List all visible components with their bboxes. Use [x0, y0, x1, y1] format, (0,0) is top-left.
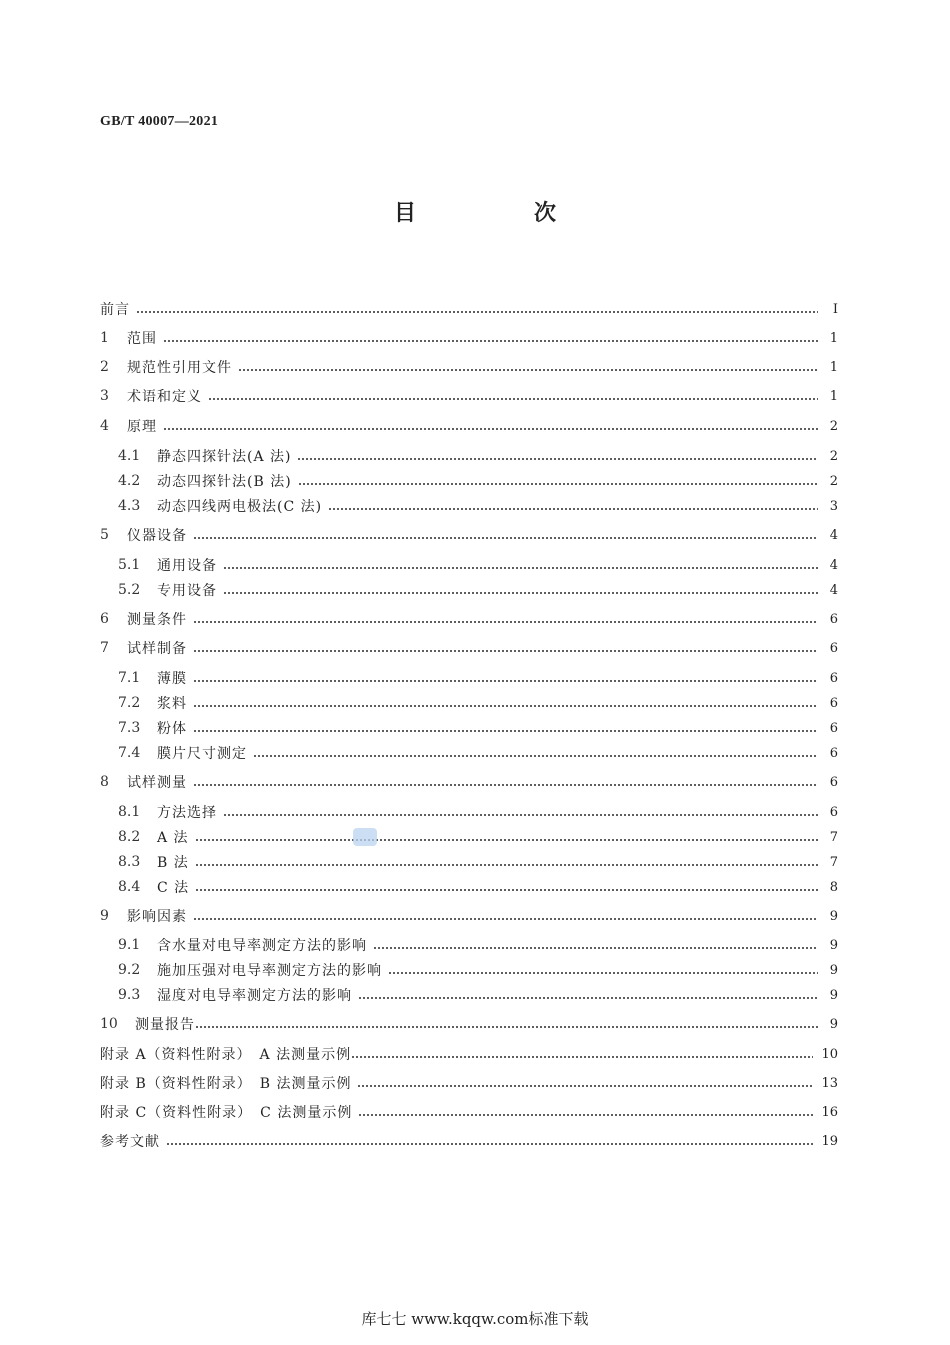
toc-item-number: 7.3	[118, 720, 141, 736]
dot-leader	[351, 1056, 813, 1058]
toc-item-page: 13	[821, 1075, 838, 1091]
toc-item-page: 9	[829, 908, 838, 924]
toc-item-number: 8	[100, 774, 109, 790]
toc-item-7-4[interactable]	[118, 741, 838, 765]
dot-leader	[223, 567, 818, 569]
toc-item-label: A 法	[157, 830, 189, 846]
toc-item-label: 试样测量	[127, 775, 187, 791]
toc-item-page: 6	[829, 745, 838, 761]
toc-item-number: 8.1	[118, 804, 141, 820]
toc-item-page: 8	[829, 879, 838, 895]
toc-item-label: 范围	[127, 331, 157, 347]
toc-item-number: 7	[100, 640, 109, 656]
toc-item-page: 19	[821, 1133, 838, 1149]
toc-item-bibliography[interactable]	[100, 1129, 838, 1153]
watermark-mark	[353, 828, 377, 846]
page-footer: 库七七 www.kqqw.com标准下载	[361, 1310, 589, 1328]
toc-item-page: 10	[821, 1046, 838, 1062]
toc-item-annex-c[interactable]	[100, 1100, 838, 1124]
toc-item-equipment[interactable]	[100, 523, 838, 547]
page-title: 目 次	[393, 201, 604, 226]
dot-leader	[357, 1085, 813, 1087]
toc-item-number: 9.2	[118, 962, 141, 978]
toc-item-7-1[interactable]	[118, 666, 838, 690]
toc-item-label: 附录 C（资料性附录） C 法测量示例	[100, 1105, 353, 1121]
toc-item-page: 4	[829, 557, 838, 573]
toc-item-principle[interactable]	[100, 414, 838, 438]
toc-item-label: C 法	[157, 880, 190, 896]
toc-item-9-1[interactable]	[118, 933, 838, 957]
toc-item-page: 9	[829, 962, 838, 978]
toc-item-page: 4	[829, 527, 838, 543]
dot-leader	[163, 340, 818, 342]
toc-item-label: 专用设备	[157, 583, 217, 599]
dot-leader	[298, 483, 818, 485]
toc-item-number: 10	[100, 1016, 118, 1032]
toc-item-page: 1	[829, 359, 838, 375]
toc-item-label: 含水量对电导率测定方法的影响	[157, 938, 367, 954]
toc-item-page: 6	[829, 670, 838, 686]
toc-item-label: B 法	[157, 855, 189, 871]
toc-item-number: 4.2	[118, 473, 141, 489]
dot-leader	[223, 592, 818, 594]
dot-leader	[358, 1114, 813, 1116]
toc-item-page: 2	[829, 418, 838, 434]
toc-item-8-1[interactable]	[118, 800, 838, 824]
standard-number: GB/T 40007—2021	[100, 114, 219, 129]
toc-item-number: 9.3	[118, 987, 141, 1003]
dot-leader	[358, 997, 818, 999]
toc-item-label: 动态四线两电极法(C 法)	[157, 499, 323, 515]
toc-item-page: 6	[829, 695, 838, 711]
toc-item-page: 6	[829, 640, 838, 656]
toc-item-page: Ⅰ	[832, 301, 838, 317]
dot-leader	[166, 1143, 813, 1145]
toc-item-page: 6	[829, 720, 838, 736]
toc-item-number: 1	[100, 330, 109, 346]
dot-leader	[136, 311, 818, 313]
dot-leader	[195, 864, 818, 866]
dot-leader	[195, 839, 818, 841]
dot-leader	[163, 428, 818, 430]
toc-item-number: 3	[100, 388, 109, 404]
toc-item-terms[interactable]	[100, 384, 838, 408]
toc-item-foreword[interactable]	[100, 297, 838, 321]
toc-item-number: 9.1	[118, 937, 141, 953]
toc-item-5-1[interactable]	[118, 553, 838, 577]
toc-item-number: 8.3	[118, 854, 141, 870]
toc-item-label: 浆料	[157, 696, 187, 712]
toc-item-page: 16	[821, 1104, 838, 1120]
toc-item-page: 3	[829, 498, 838, 514]
dot-leader	[208, 398, 818, 400]
dot-leader	[195, 889, 818, 891]
toc-item-label: 静态四探针法(A 法)	[157, 449, 292, 465]
dot-leader	[193, 650, 818, 652]
dot-leader	[193, 621, 818, 623]
toc-item-page: 1	[829, 388, 838, 404]
toc-item-label: 动态四探针法(B 法)	[157, 474, 292, 490]
dot-leader	[195, 1026, 818, 1028]
toc-item-normative-references[interactable]	[100, 355, 838, 379]
toc-item-page: 6	[829, 611, 838, 627]
toc-item-7-3[interactable]	[118, 716, 838, 740]
toc-item-8-3[interactable]	[118, 850, 838, 874]
dot-leader	[373, 947, 818, 949]
toc-item-number: 5	[100, 527, 109, 543]
dot-leader	[193, 918, 818, 920]
toc-item-conditions[interactable]	[100, 607, 838, 631]
toc-item-label: 湿度对电导率测定方法的影响	[157, 988, 352, 1004]
toc-item-number: 5.2	[118, 582, 141, 598]
toc-item-number: 8.4	[118, 879, 141, 895]
toc-item-page: 2	[829, 448, 838, 464]
dot-leader	[388, 972, 818, 974]
toc-item-label: 术语和定义	[127, 389, 202, 405]
toc-item-scope[interactable]	[100, 326, 838, 350]
toc-item-number: 7.2	[118, 695, 141, 711]
toc-item-number: 4.1	[118, 448, 141, 464]
toc-item-label: 测量条件	[127, 612, 187, 628]
toc-item-annex-b[interactable]	[100, 1071, 838, 1095]
dot-leader	[328, 508, 818, 510]
toc-item-label: 试样制备	[127, 641, 187, 657]
toc-item-sample-prep[interactable]	[100, 636, 838, 660]
toc-item-label: 方法选择	[157, 805, 217, 821]
toc-item-page: 4	[829, 582, 838, 598]
toc-item-number: 5.1	[118, 557, 141, 573]
toc-item-page: 9	[829, 1016, 838, 1032]
toc-item-page: 7	[829, 829, 838, 845]
toc-item-8-2[interactable]	[118, 825, 838, 849]
toc-item-number: 8.2	[118, 829, 141, 845]
toc-item-label: 附录 B（资料性附录） B 法测量示例	[100, 1076, 352, 1092]
toc-item-factors[interactable]	[100, 904, 838, 928]
toc-item-page: 1	[829, 330, 838, 346]
toc-item-9-2[interactable]	[118, 958, 838, 982]
toc-item-label: 膜片尺寸测定	[157, 746, 247, 762]
dot-leader	[193, 705, 818, 707]
toc-item-page: 9	[829, 987, 838, 1003]
toc-item-label: 原理	[127, 419, 157, 435]
dot-leader	[193, 730, 818, 732]
toc-item-8-4[interactable]	[118, 875, 838, 899]
toc-item-number: 7.4	[118, 745, 141, 761]
toc-item-page: 7	[829, 854, 838, 870]
dot-leader	[193, 784, 818, 786]
toc-item-page: 2	[829, 473, 838, 489]
toc-item-5-2[interactable]	[118, 578, 838, 602]
toc-item-annex-a[interactable]	[100, 1042, 838, 1066]
toc-item-label: 通用设备	[157, 558, 217, 574]
toc-item-page: 6	[829, 804, 838, 820]
toc-item-label: 测量报告	[135, 1017, 195, 1033]
toc-item-9-3[interactable]	[118, 983, 838, 1007]
toc-item-report[interactable]	[100, 1012, 838, 1036]
toc-item-4-1[interactable]	[118, 444, 838, 468]
dot-leader	[297, 458, 818, 460]
toc-item-page: 6	[829, 774, 838, 790]
toc-item-label: 施加压强对电导率测定方法的影响	[157, 963, 382, 979]
toc-item-label: 附录 A（资料性附录） A 法测量示例	[100, 1047, 352, 1063]
toc-item-page: 9	[829, 937, 838, 953]
toc-item-label: 粉体	[157, 721, 187, 737]
toc-item-number: 4	[100, 418, 109, 434]
toc-item-4-3[interactable]	[118, 494, 838, 518]
dot-leader	[238, 369, 818, 371]
toc-item-label: 参考文献	[100, 1134, 160, 1150]
toc-item-4-2[interactable]	[118, 469, 838, 493]
toc-item-label: 规范性引用文件	[127, 360, 232, 376]
toc-item-number: 9	[100, 908, 109, 924]
dot-leader	[223, 814, 818, 816]
toc-item-label: 薄膜	[157, 671, 187, 687]
toc-item-number: 7.1	[118, 670, 141, 686]
toc-item-label: 影响因素	[127, 909, 187, 925]
toc-item-label: 前言	[100, 302, 130, 318]
toc-item-number: 6	[100, 611, 109, 627]
toc-item-number: 2	[100, 359, 109, 375]
toc-item-label: 仪器设备	[127, 528, 187, 544]
dot-leader	[193, 537, 818, 539]
dot-leader	[193, 680, 818, 682]
dot-leader	[253, 755, 818, 757]
toc-item-measurement[interactable]	[100, 770, 838, 794]
toc-item-7-2[interactable]	[118, 691, 838, 715]
toc-item-number: 4.3	[118, 498, 141, 514]
